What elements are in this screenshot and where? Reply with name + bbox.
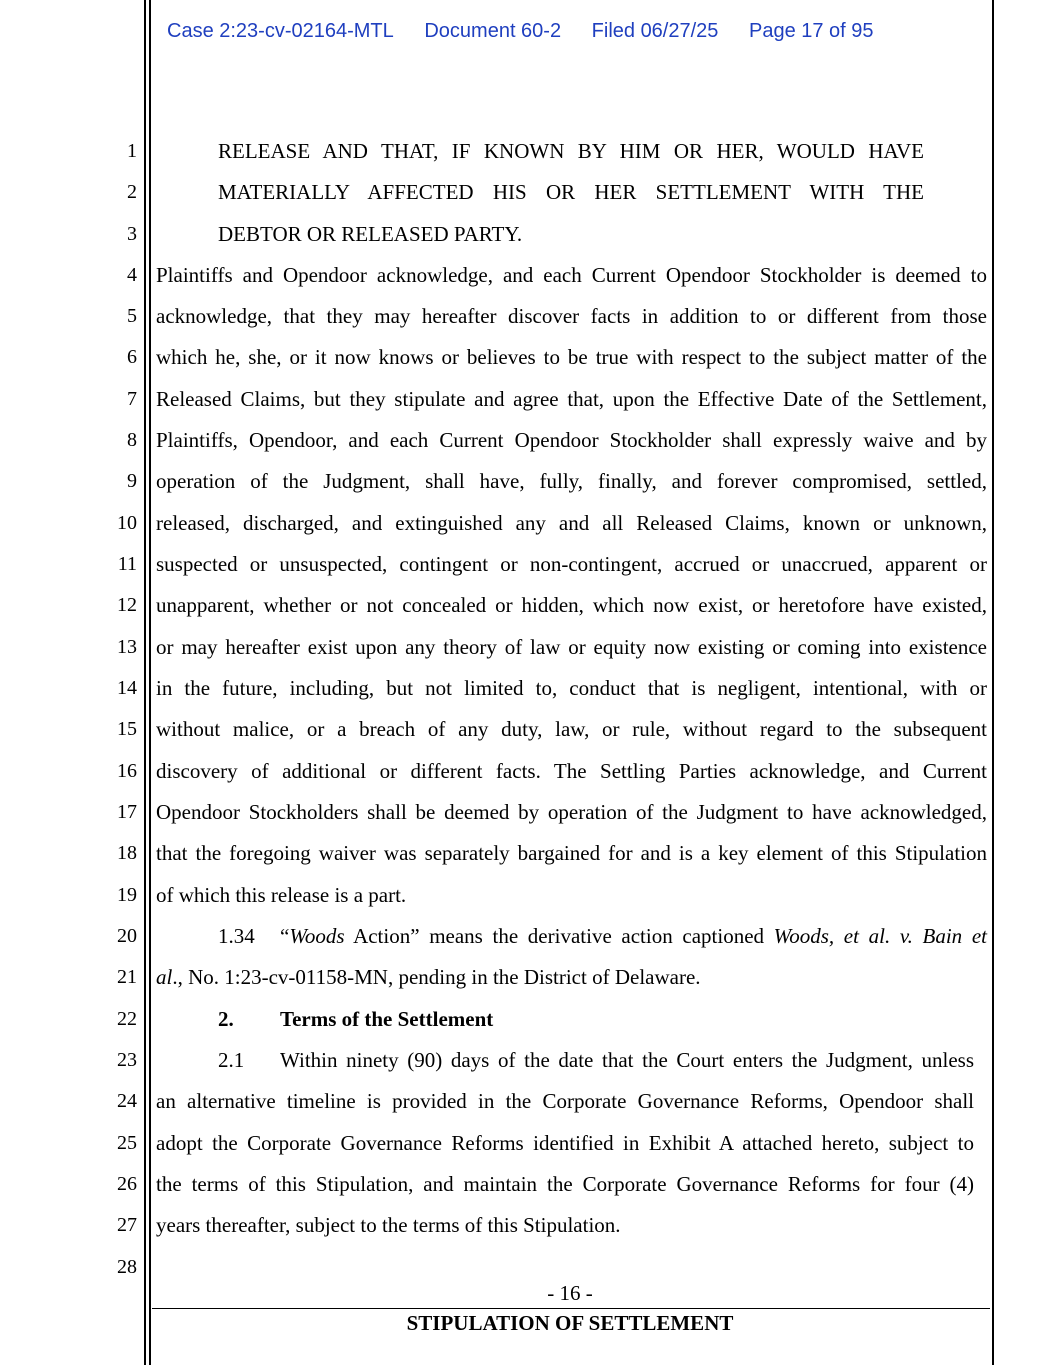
defined-term: Woods xyxy=(289,924,345,948)
line-number: 27 xyxy=(117,1214,137,1236)
section-heading xyxy=(218,1007,493,1031)
paragraph-line: an alternative timeline is provided in the Corporate Governance Reforms, Opendoor shall xyxy=(156,1089,974,1113)
section-title: Terms of the Settlement xyxy=(280,1007,494,1031)
section-2-1-line-1 xyxy=(218,1048,974,1072)
waiver-line: in the future, including, but not limited to, conduct that is negligent, intentional, with or xyxy=(156,676,987,700)
right-margin-line xyxy=(992,0,994,1365)
waiver-line: suspected or unsuspected, contingent or non-contingent, accrued or unaccrued, apparent or xyxy=(156,552,987,576)
line-number: 3 xyxy=(127,223,137,245)
paragraph-line: adopt the Corporate Governance Reforms identified in Exhibit A attached hereto, subject to xyxy=(156,1131,974,1155)
header-page-count: Page 17 of 95 xyxy=(748,20,874,42)
waiver-line: that the foregoing waiver was separately bargained for and is a key element of this Stipulation xyxy=(156,841,987,865)
line-number: 8 xyxy=(127,429,137,451)
line-number: 28 xyxy=(117,1256,137,1278)
line-number: 11 xyxy=(117,553,137,575)
line-number: 10 xyxy=(117,512,137,534)
court-filing-header xyxy=(167,20,899,43)
woods-definition-line-2 xyxy=(156,965,987,989)
line-number: 18 xyxy=(117,842,137,864)
waiver-line: Released Claims, but they stipulate and agree that, upon the Effective Date of the Settlement, xyxy=(156,387,987,411)
line-number: 14 xyxy=(117,677,137,699)
quote-line: RELEASE AND THAT, IF KNOWN BY HIM OR HER, WOULD HAVE xyxy=(218,139,924,163)
waiver-line: Plaintiffs, Opendoor, and each Current Opendoor Stockholder shall expressly waive and by xyxy=(156,428,987,452)
definition-text: Action” means the derivative action captioned xyxy=(344,924,774,948)
footer-divider xyxy=(152,1308,990,1309)
line-number: 7 xyxy=(127,388,137,410)
line-number: 13 xyxy=(117,636,137,658)
line-number: 23 xyxy=(117,1049,137,1071)
line-number: 9 xyxy=(127,470,137,492)
line-number: 17 xyxy=(117,801,137,823)
document-title-footer: STIPULATION OF SETTLEMENT xyxy=(406,1311,734,1335)
line-number: 6 xyxy=(127,346,137,368)
line-number: 22 xyxy=(117,1008,137,1030)
waiver-line: without malice, or a breach of any duty, law, or rule, without regard to the subsequent xyxy=(156,717,987,741)
paragraph-line: the terms of this Stipulation, and maintain the Corporate Governance Reforms for four (4) xyxy=(156,1172,974,1196)
header-filed-date: Filed 06/27/25 xyxy=(591,20,719,42)
paragraph-text: Within ninety (90) days of the date that the Court enters the Judgment, unless xyxy=(280,1048,974,1072)
case-caption-end: al xyxy=(156,965,173,989)
line-number: 21 xyxy=(117,966,137,988)
left-margin-line-outer xyxy=(144,0,146,1365)
section-number: 1.34 xyxy=(218,924,255,948)
waiver-line: Plaintiffs and Opendoor acknowledge, and each Current Opendoor Stockholder is deemed to xyxy=(156,263,987,287)
waiver-line: acknowledge, that they may hereafter discover facts in addition to or different from those xyxy=(156,304,987,328)
waiver-line: of which this release is a part. xyxy=(156,883,407,907)
section-number: 2. xyxy=(218,1007,234,1031)
header-case-number: Case 2:23-cv-02164-MTL xyxy=(167,20,394,42)
waiver-line: which he, she, or it now knows or believes to be true with respect to the subject matter of the xyxy=(156,345,987,369)
left-margin-line-inner xyxy=(149,0,151,1365)
section-number: 2.1 xyxy=(218,1048,245,1072)
waiver-line: discovery of additional or different facts. The Settling Parties acknowledge, and Current xyxy=(156,759,987,783)
line-number: 19 xyxy=(117,884,137,906)
waiver-line: operation of the Judgment, shall have, fully, finally, and forever compromised, settled, xyxy=(156,469,987,493)
woods-definition-line-1 xyxy=(218,924,987,948)
waiver-line: unapparent, whether or not concealed or hidden, which now exist, or heretofore have existed, xyxy=(156,593,987,617)
line-number: 12 xyxy=(117,594,137,616)
line-number: 5 xyxy=(127,305,137,327)
line-number: 16 xyxy=(117,760,137,782)
line-number: 24 xyxy=(117,1090,137,1112)
line-number: 25 xyxy=(117,1132,137,1154)
line-number: 26 xyxy=(117,1173,137,1195)
line-number: 1 xyxy=(127,140,137,162)
line-number: 4 xyxy=(127,264,137,286)
line-number: 2 xyxy=(127,181,137,203)
waiver-line: or may hereafter exist upon any theory of law or equity now existing or coming into existence xyxy=(156,635,987,659)
open-quote: “ xyxy=(280,924,290,948)
line-number: 20 xyxy=(117,925,137,947)
waiver-line: Opendoor Stockholders shall be deemed by operation of the Judgment to have acknowledged, xyxy=(156,800,987,824)
header-document-number: Document 60-2 xyxy=(424,20,562,42)
definition-text: ., No. 1:23-cv-01158-MN, pending in the District of Delaware. xyxy=(172,965,701,989)
waiver-line: released, discharged, and extinguished any and all Released Claims, known or unknown, xyxy=(156,511,987,535)
page-number: - 16 - xyxy=(547,1281,593,1305)
paragraph-line: years thereafter, subject to the terms of this Stipulation. xyxy=(156,1213,621,1237)
line-number: 15 xyxy=(117,718,137,740)
quote-line: MATERIALLY AFFECTED HIS OR HER SETTLEMENT WITH THE xyxy=(218,180,924,204)
case-caption: Woods, et al. v. Bain et xyxy=(773,924,987,948)
quote-line: DEBTOR OR RELEASED PARTY. xyxy=(218,222,523,246)
